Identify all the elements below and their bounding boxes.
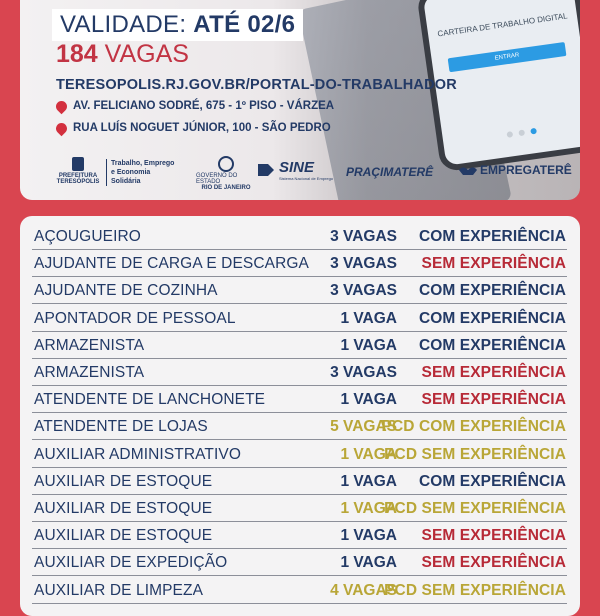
logos-bar [56,155,580,191]
job-row [32,385,567,413]
governo-text-2: RIO DE JANEIRO [201,185,251,191]
prefeitura-text-2: TERESÓPOLIS [56,179,100,185]
job-quantity: 3 VAGAS [330,364,397,381]
job-quantity: 1 VAGA [340,336,397,354]
portal-url[interactable]: TERESOPOLIS.RJ.GOV.BR/PORTAL-DO-TRABALHADOR [56,77,457,93]
job-quantity: 1 VAGA [340,445,397,463]
job-title: AUXILIAR DE ESTOQUE [34,500,213,517]
empregatere-logo [458,163,572,177]
job-title: AUXILIAR DE EXPEDIÇÃO [34,554,228,572]
sine-subtext: Sistema Nacional de Emprego [279,176,334,181]
job-quantity: 3 VAGAS [330,255,397,273]
job-title: AUXILIAR ADMINISTRATIVO [34,445,241,463]
job-experience: COM EXPERIÊNCIA [418,309,566,327]
job-experience: COM EXPERIÊNCIA [418,282,566,300]
job-title: ARMAZENISTA [34,336,145,354]
prefeitura-logo [56,155,100,185]
validity-box [52,9,303,41]
city-crest-icon [69,155,87,173]
phone-screen-title: CARTEIRA DE TRABALHO DIGITAL [436,11,569,39]
job-row [32,548,567,576]
job-quantity: 1 VAGA [340,554,397,572]
job-experience: SEM EXPERIÊNCIA [421,554,566,572]
job-quantity: 1 VAGA [340,309,397,327]
job-quantity: 3 VAGAS [330,282,397,300]
job-title: AUXILIAR DE ESTOQUE [34,527,213,545]
validity-label: VALIDADE: [60,11,187,38]
job-row [32,521,567,549]
job-experience: COM EXPERIÊNCIA [418,228,566,245]
job-quantity: 3 VAGAS [330,228,397,245]
job-experience: PCD SEM EXPERIÊNCIA [384,581,566,599]
pracimatere-logo: PRAÇIMATERÊ [346,165,434,179]
job-row [32,412,567,440]
job-quantity: 4 VAGAS [330,581,397,599]
job-experience: COM EXPERIÊNCIA [418,336,566,354]
job-row [32,304,567,332]
job-title: ATENDENTE DE LANCHONETE [34,391,266,409]
governo-rj-logo [196,155,256,191]
job-row [32,440,567,468]
job-title: ARMAZENISTA [34,364,145,381]
job-row [32,249,567,277]
job-row [32,576,567,604]
secretaria-logo: Trabalho, Emprego e Economia Solidária [106,159,177,186]
sine-icon [256,160,276,180]
job-experience: PCD SEM EXPERIÊNCIA [384,500,566,517]
job-row [32,222,567,250]
phone-enter-button: ENTRAR [448,42,567,72]
job-row [32,276,567,304]
location-pin-icon [54,120,70,136]
job-quantity: 1 VAGA [340,500,397,517]
address-1-text: AV. FELICIANO SODRÉ, 675 - 1º PISO - VÁRZEA [73,100,335,112]
job-experience: SEM EXPERIÊNCIA [421,391,566,409]
job-experience: SEM EXPERIÊNCIA [421,255,566,273]
empregatere-text: EMPREGATERÊ [480,163,572,177]
job-experience: PCD COM EXPERIÊNCIA [381,418,566,436]
job-title: AJUDANTE DE COZINHA [34,282,218,300]
job-experience: PCD SEM EXPERIÊNCIA [384,445,566,463]
job-quantity: 1 VAGA [340,391,397,409]
sine-logo [256,159,333,181]
job-title: AUXILIAR DE ESTOQUE [34,472,213,490]
vacancies-label: VAGAS [104,40,189,68]
address-1 [56,100,334,112]
handshake-icon [458,163,478,177]
job-row [32,467,567,495]
job-quantity: 1 VAGA [340,527,397,545]
job-quantity: 1 VAGA [340,472,397,490]
job-title: AÇOUGUEIRO [34,228,141,245]
job-title: AUXILIAR DE LIMPEZA [34,581,204,599]
vacancies-count: 184 [56,40,98,68]
prefeitura-text-1: PREFEITURA [58,173,98,179]
state-crest-icon [217,155,235,173]
job-row [32,358,567,386]
header-banner [20,0,580,200]
governo-text-1: GOVERNO DO ESTADO [196,173,238,185]
job-experience: SEM EXPERIÊNCIA [421,364,566,381]
job-title: APONTADOR DE PESSOAL [34,309,236,327]
job-title: AJUDANTE DE CARGA E DESCARGA [34,255,309,273]
job-title: ATENDENTE DE LOJAS [34,418,208,436]
sine-text: SINE [279,159,315,176]
job-row [32,331,567,359]
address-2 [56,122,331,134]
address-2-text: RUA LUÍS NOGUET JÚNIOR, 100 - SÃO PEDRO [73,122,331,134]
carousel-dots [505,120,543,143]
job-row [32,494,567,522]
validity-date: ATÉ 02/6 [193,11,296,38]
job-quantity: 5 VAGAS [330,418,397,436]
location-pin-icon [54,98,70,114]
job-experience: COM EXPERIÊNCIA [418,472,566,490]
vacancies-total [56,40,189,69]
job-experience: SEM EXPERIÊNCIA [421,527,566,545]
